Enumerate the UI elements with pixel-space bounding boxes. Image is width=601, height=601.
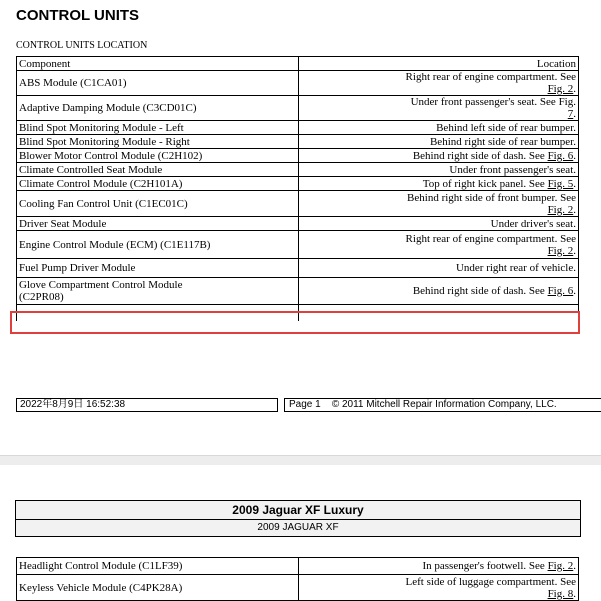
figure-link[interactable]: Fig. 2 <box>547 83 574 95</box>
table-row <box>17 149 579 163</box>
figure-link[interactable]: Fig. 8 <box>547 587 574 600</box>
location-text: Under front passenger's seat. See Fig. <box>410 96 576 108</box>
figure-link[interactable]: Fig. 6 <box>547 285 574 297</box>
location-text: Behind right side of front bumper. See <box>407 191 576 204</box>
component-cell: Climate Controlled Seat Module <box>17 163 299 177</box>
location-text: In passenger's footwell. See <box>422 560 548 572</box>
component-cell: Climate Control Module (C2H101A) <box>17 177 299 191</box>
vehicle-title: 2009 Jaguar XF Luxury <box>15 500 581 520</box>
location-suffix: . <box>573 203 576 216</box>
component-cell: Keyless Vehicle Module (C4PK28A) <box>17 575 299 601</box>
location-suffix: . <box>573 560 576 572</box>
footer-copyright: © 2011 Mitchell Repair Information Company, LLC. <box>331 399 557 410</box>
figure-link[interactable]: 7 <box>567 108 574 120</box>
table-row <box>17 163 579 177</box>
vehicle-header <box>15 500 581 537</box>
location-text: Right rear of engine compartment. See <box>405 232 576 245</box>
component-cell <box>17 278 299 305</box>
footer-datetime: 2022年8月9日 16:52:38 <box>16 398 278 412</box>
location-suffix: . <box>573 587 576 600</box>
figure-link[interactable]: Fig. 5 <box>547 177 574 190</box>
control-units-table-continued <box>16 557 579 601</box>
footer-page-number: Page 1 <box>289 399 321 410</box>
table-row <box>17 558 579 575</box>
vehicle-subtitle: 2009 JAGUAR XF <box>15 520 581 537</box>
figure-link[interactable]: Fig. 2 <box>547 203 574 216</box>
location-cell: Behind right side of rear bumper. <box>299 135 579 149</box>
component-cell: Blower Motor Control Module (C2H102) <box>17 149 299 163</box>
table-row <box>17 71 579 96</box>
component-cell: Adaptive Damping Module (C3CD01C) <box>17 96 299 121</box>
location-cell <box>299 177 579 191</box>
component-cell: Fuel Pump Driver Module <box>17 259 299 278</box>
table-row <box>17 135 579 149</box>
component-cell: Driver Seat Module <box>17 217 299 231</box>
component-cell: ABS Module (C1CA01) <box>17 71 299 96</box>
location-text: Top of right kick panel. See <box>422 177 548 190</box>
location-cell <box>299 231 579 259</box>
table-row <box>17 191 579 217</box>
figure-link[interactable]: Fig. 2 <box>547 244 574 257</box>
location-text: Behind right side of dash. See <box>412 285 548 297</box>
location-cell: Under right rear of vehicle. <box>299 259 579 278</box>
section-title: CONTROL UNITS LOCATION <box>16 40 148 51</box>
table-row <box>17 177 579 191</box>
location-cell <box>299 149 579 163</box>
component-cell: Blind Spot Monitoring Module - Left <box>17 121 299 135</box>
location-suffix: . <box>573 83 576 95</box>
document-page-2 <box>0 465 601 600</box>
location-cell <box>299 71 579 96</box>
column-header-component: Component <box>17 57 299 71</box>
location-cell <box>299 96 579 121</box>
location-cell: Under driver's seat. <box>299 217 579 231</box>
column-header-location: Location <box>299 57 579 71</box>
table-header-row <box>17 57 579 71</box>
location-suffix: . <box>573 177 576 190</box>
component-cell: Engine Control Module (ECM) (C1E117B) <box>17 231 299 259</box>
location-cell: Under front passenger's seat. <box>299 163 579 177</box>
table-row <box>17 231 579 259</box>
component-text: Glove Compartment Control Module <box>19 279 183 291</box>
component-cell: Cooling Fan Control Unit (C1EC01C) <box>17 191 299 217</box>
table-row <box>17 121 579 135</box>
page-heading: CONTROL UNITS <box>16 7 140 24</box>
table-row <box>17 96 579 121</box>
component-cell: Headlight Control Module (C1LF39) <box>17 558 299 575</box>
control-units-table <box>16 56 579 321</box>
location-text: Left side of luggage compartment. See <box>405 575 576 588</box>
location-cell <box>299 191 579 217</box>
location-text: Right rear of engine compartment. See <box>405 71 576 83</box>
location-suffix: . <box>573 108 576 120</box>
location-suffix: . <box>573 285 576 297</box>
table-row <box>17 575 579 601</box>
figure-link[interactable]: Fig. 2 <box>547 560 574 572</box>
highlight-box <box>10 311 580 334</box>
table-row <box>17 278 579 305</box>
table-row <box>17 259 579 278</box>
page-footer <box>16 398 601 412</box>
component-text: (C2PR08) <box>19 291 64 303</box>
location-cell <box>299 278 579 305</box>
component-cell: Blind Spot Monitoring Module - Right <box>17 135 299 149</box>
figure-link[interactable]: Fig. 6 <box>547 149 574 162</box>
location-cell: Behind left side of rear bumper. <box>299 121 579 135</box>
location-suffix: . <box>573 244 576 257</box>
location-text: Behind right side of dash. See <box>412 149 548 162</box>
location-cell <box>299 575 579 601</box>
location-suffix: . <box>573 149 576 162</box>
location-cell <box>299 558 579 575</box>
table-row <box>17 217 579 231</box>
footer-page-info <box>284 398 601 412</box>
